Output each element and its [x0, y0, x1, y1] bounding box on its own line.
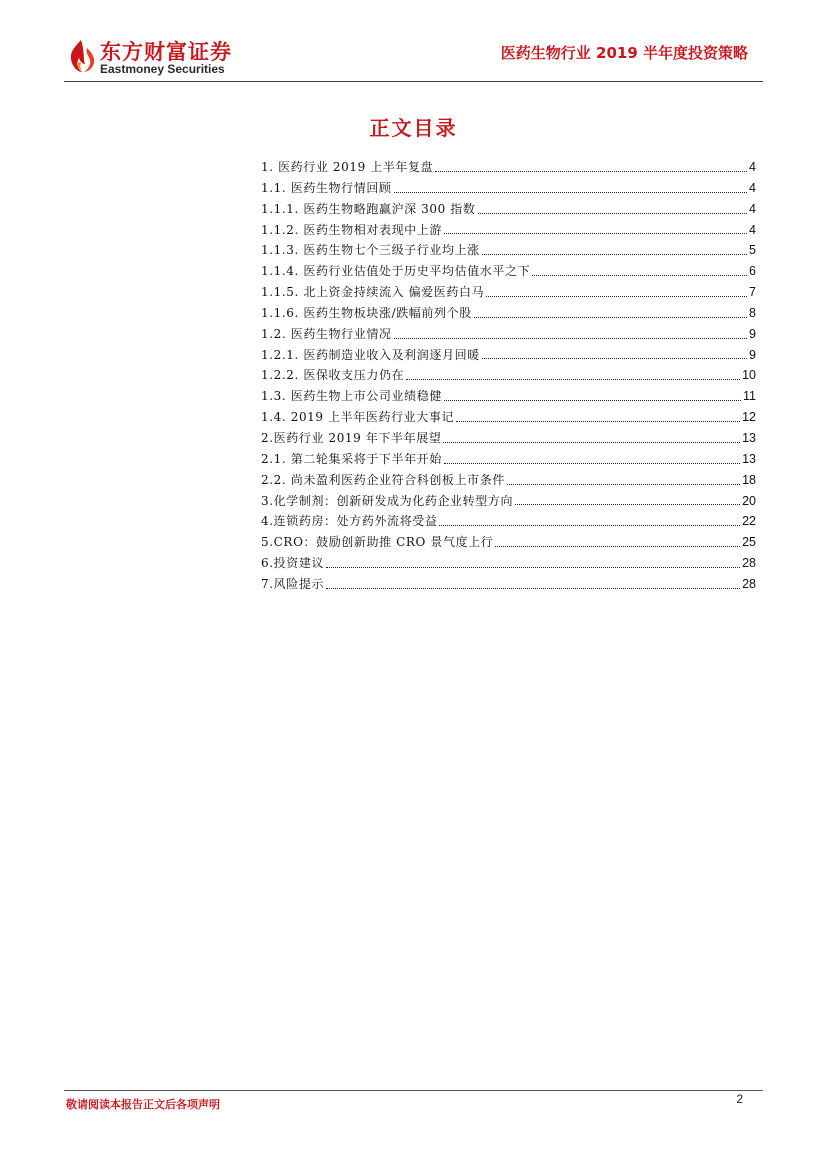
toc-entry-page: 12 — [742, 410, 756, 425]
toc-entry[interactable] — [261, 157, 756, 178]
toc-dot-leader — [326, 567, 740, 568]
toc-entry-title: 7.风险提示 — [261, 576, 325, 591]
toc-dot-leader — [439, 525, 740, 526]
toc-entry-page: 9 — [749, 326, 756, 341]
toc-entry-title: 1.2. 医药生物行业情况 — [261, 326, 392, 341]
toc-entry[interactable] — [261, 491, 756, 512]
toc-entry[interactable] — [261, 449, 756, 470]
toc-dot-leader — [478, 213, 748, 214]
page-header — [0, 0, 827, 90]
toc-entry[interactable] — [261, 282, 756, 303]
toc-entry-title: 1.1.2. 医药生物相对表现中上游 — [261, 222, 442, 237]
toc-entry-title: 1. 医药行业 2019 上半年复盘 — [261, 160, 434, 174]
toc-dot-leader — [532, 275, 747, 276]
header-divider — [64, 81, 763, 82]
toc-entry-title: 1.2.2. 医保收支压力仍在 — [261, 368, 405, 383]
toc-entry-page: 10 — [742, 368, 756, 383]
toc-entry-page: 11 — [743, 389, 756, 404]
footer-disclaimer: 敬请阅读本报告正文后各项声明 — [66, 1098, 220, 1111]
footer-divider — [64, 1090, 763, 1091]
toc-entry-title: 2.1. 第二轮集采将于下半年开始 — [261, 451, 442, 466]
toc-entry-page: 20 — [742, 493, 756, 508]
toc-entry-title: 6.投资建议 — [261, 556, 325, 571]
toc-entry-page: 5 — [749, 243, 756, 258]
toc-dot-leader — [326, 588, 740, 589]
toc-entry-title: 3.化学制剂：创新研发成为化药企业转型方向 — [261, 493, 514, 508]
toc-entry-title: 1.1. 医药生物行情回顾 — [261, 180, 392, 195]
toc-entry[interactable] — [261, 574, 756, 595]
toc-entry-title: 2.医药行业 2019 年下半年展望 — [261, 430, 442, 445]
page-number: 2 — [736, 1092, 743, 1106]
toc-entry-page: 22 — [742, 514, 756, 529]
toc-entry-title: 1.4. 2019 上半年医药行业大事记 — [261, 410, 455, 425]
toc-entry-title: 1.1.6. 医药生物板块涨/跌幅前列个股 — [261, 305, 472, 320]
toc-entry-page: 4 — [749, 160, 756, 174]
toc-entry-page: 4 — [749, 201, 756, 216]
toc-entry[interactable] — [261, 240, 756, 261]
toc-dot-leader — [474, 317, 747, 318]
toc-dot-leader — [444, 400, 741, 401]
toc-entry[interactable] — [261, 345, 756, 366]
toc-entry-page: 28 — [742, 556, 756, 571]
toc-entry-title: 2.2. 尚未盈利医药企业符合科创板上市条件 — [261, 472, 505, 487]
toc-entry-title: 4.连锁药房：处方药外流将受益 — [261, 514, 438, 529]
toc-entry-page: 18 — [742, 472, 756, 487]
eastmoney-flame-logo-icon — [66, 38, 96, 74]
toc-dot-leader — [406, 379, 740, 380]
toc-dot-leader — [444, 233, 747, 234]
toc-entry-title: 1.1.4. 医药行业估值处于历史平均估值水平之下 — [261, 264, 531, 279]
toc-dot-leader — [443, 442, 740, 443]
toc-entry-title: 5.CRO：鼓励创新助推 CRO 景气度上行 — [261, 535, 494, 550]
toc-dot-leader — [486, 296, 747, 297]
brand-name-cn: 东方财富证券 — [100, 40, 232, 64]
toc-entry-page: 7 — [749, 285, 756, 300]
toc-dot-leader — [435, 171, 747, 172]
toc-entry[interactable] — [261, 407, 756, 428]
toc-entry-page: 9 — [749, 347, 756, 362]
toc-entry[interactable] — [261, 428, 756, 449]
toc-dot-leader — [515, 504, 740, 505]
toc-dot-leader — [394, 192, 748, 193]
toc-entry[interactable] — [261, 220, 756, 241]
toc-dot-leader — [495, 546, 740, 547]
toc-entry-title: 1.1.1. 医药生物略跑赢沪深 300 指数 — [261, 201, 476, 216]
toc-dot-leader — [444, 463, 740, 464]
toc-entry-page: 25 — [742, 535, 756, 550]
toc-dot-leader — [482, 254, 747, 255]
toc-entry[interactable] — [261, 324, 756, 345]
toc-entry[interactable] — [261, 532, 756, 553]
toc-entry-page: 28 — [742, 576, 756, 591]
toc-entry-title: 1.3. 医药生物上市公司业绩稳健 — [261, 389, 442, 404]
toc-entry-page: 4 — [749, 222, 756, 237]
toc-entry[interactable] — [261, 178, 756, 199]
table-of-contents — [261, 157, 756, 595]
toc-dot-leader — [482, 358, 747, 359]
toc-entry[interactable] — [261, 303, 756, 324]
toc-entry-page: 4 — [749, 180, 756, 195]
report-title: 医药生物行业 2019 半年度投资策略 — [500, 44, 748, 62]
toc-entry[interactable] — [261, 386, 756, 407]
toc-entry-title: 1.1.3. 医药生物七个三级子行业均上涨 — [261, 243, 480, 258]
toc-dot-leader — [507, 484, 740, 485]
toc-entry[interactable] — [261, 261, 756, 282]
toc-entry[interactable] — [261, 199, 756, 220]
toc-entry-page: 6 — [749, 264, 756, 279]
toc-entry-title: 1.2.1. 医药制造业收入及利润逐月回暖 — [261, 347, 480, 362]
brand-name-en: Eastmoney Securities — [100, 62, 225, 76]
toc-dot-leader — [456, 421, 740, 422]
toc-entry[interactable] — [261, 470, 756, 491]
toc-dot-leader — [394, 338, 748, 339]
toc-entry[interactable] — [261, 511, 756, 532]
toc-entry-page: 8 — [749, 305, 756, 320]
toc-title: 正文目录 — [369, 116, 458, 140]
toc-entry[interactable] — [261, 365, 756, 386]
toc-entry[interactable] — [261, 553, 756, 574]
toc-entry-page: 13 — [742, 451, 756, 466]
toc-entry-page: 13 — [742, 430, 756, 445]
toc-entry-title: 1.1.5. 北上资金持续流入 偏爱医药白马 — [261, 285, 485, 300]
